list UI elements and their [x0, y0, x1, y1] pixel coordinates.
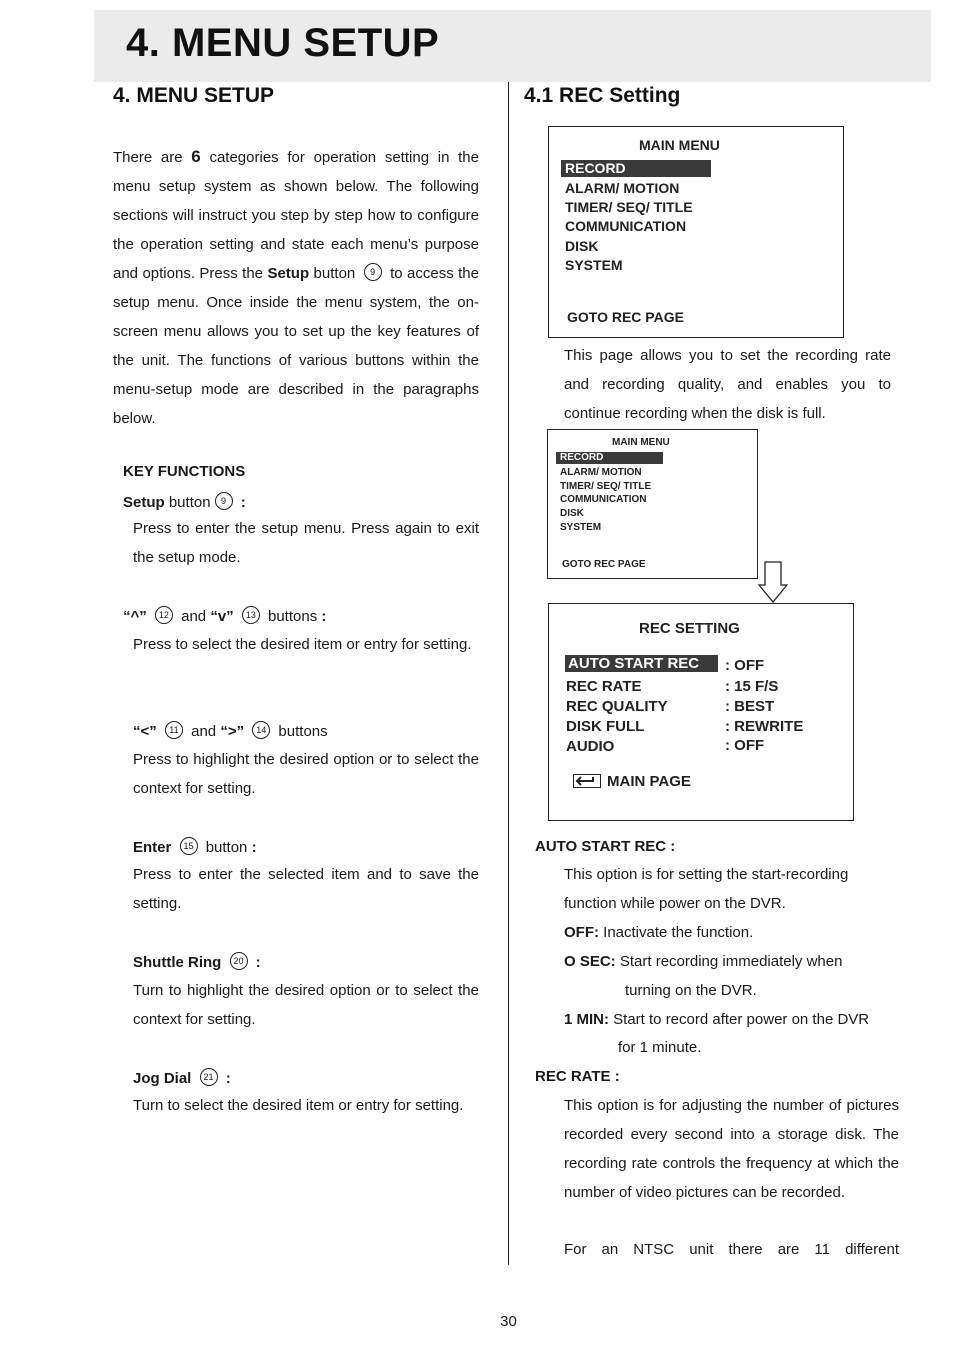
banner-title: 4. MENU SETUP [126, 21, 440, 65]
menu-item-communication: COMMUNICATION [565, 218, 687, 234]
auto-start-1min-line [564, 1005, 869, 1034]
enter-button-line [133, 837, 257, 856]
right-column [524, 84, 900, 108]
rec-row-auto-start-label: AUTO START REC [565, 655, 718, 672]
intro-text-1: There are [113, 149, 192, 166]
rec-row-disk-full-label: DISK FULL [566, 718, 645, 735]
key-functions-heading: KEY FUNCTIONS [123, 463, 246, 480]
auto-start-heading: AUTO START REC : [535, 838, 676, 855]
setup-description: Press to enter the setup menu. Press again to exit the setup mode. [133, 520, 479, 566]
rec-row-audio-value: : OFF [725, 737, 765, 754]
setup-word: Setup [267, 265, 310, 282]
disk-full-value: REWRITE [734, 718, 804, 735]
up-badge: 12 [155, 606, 173, 624]
setup-button-line [123, 492, 246, 511]
auto-start-osec-line-2: turning on the DVR. [625, 982, 757, 999]
auto-start-1min-line-2: for 1 minute. [618, 1039, 702, 1056]
enter-badge: 15 [180, 837, 198, 855]
setup-colon: : [240, 494, 246, 511]
down-badge: 13 [242, 606, 260, 624]
updown-word: buttons [268, 608, 318, 625]
menu-item-record: RECORD [561, 160, 711, 177]
intro-text-3: button [309, 265, 360, 282]
updown-buttons-line [123, 606, 326, 625]
enter-description: Press to enter the selected item and to save the setting. [133, 866, 479, 912]
shuttle-ring-line [133, 952, 261, 971]
rec-row-auto-start-value: : OFF [725, 657, 765, 674]
right-heading: 4.1 REC Setting [524, 84, 681, 107]
intro-paragraph [113, 142, 479, 433]
page-number: 30 [500, 1313, 517, 1330]
shuttle-colon: : [255, 954, 261, 971]
setup-word-label: button [164, 494, 211, 511]
up-name: “^” [123, 608, 147, 625]
right-name: “>” [220, 723, 245, 740]
setup-name: Setup [123, 494, 165, 511]
jog-description: Turn to select the desired item or entry for setting. [133, 1097, 464, 1114]
small-menu-item-communication: COMMUNICATION [560, 494, 647, 505]
rec-row-audio-label: AUDIO [566, 738, 615, 755]
rec-rate-heading: REC RATE : [535, 1068, 620, 1085]
rec-row-rate-value: : 15 F/S [725, 678, 779, 695]
enter-word: button [205, 839, 248, 856]
right-badge: 14 [252, 721, 270, 739]
leftright-description: Press to highlight the desired option or to select the context for setting. [133, 751, 479, 797]
osec-text: Start recording immediately when [615, 953, 843, 970]
auto-start-off-line [564, 918, 753, 947]
rec-setting-intro: This page allows you to set the recording rate and recording quality, and enables you to continue recording when the disk is full. [564, 347, 891, 422]
menu-item-alarm: ALARM/ MOTION [565, 180, 680, 196]
leftright-word: buttons [278, 723, 328, 740]
rec-row-quality-value: : BEST [725, 698, 775, 715]
updown-colon: : [321, 608, 327, 625]
auto-start-value: OFF [734, 657, 765, 674]
small-menu-item-alarm: ALARM/ MOTION [560, 467, 642, 478]
off-label: OFF: [564, 924, 599, 941]
left-name: “<” [133, 723, 157, 740]
menu-item-system: SYSTEM [565, 257, 623, 273]
down-name: “v” [210, 608, 234, 625]
enter-name: Enter [133, 839, 172, 856]
main-menu-screen [548, 126, 844, 338]
menu-item-disk: DISK [565, 238, 599, 254]
shuttle-description: Turn to highlight the desired option or to select the context for setting. [133, 982, 479, 1028]
main-menu-title: MAIN MENU [639, 137, 720, 153]
enter-colon: : [251, 839, 257, 856]
return-arrow-icon [573, 774, 601, 788]
rec-row-disk-full-value: : REWRITE [725, 718, 804, 735]
left-column [113, 84, 479, 1114]
shuttle-badge: 20 [230, 952, 248, 970]
leftright-buttons-line [133, 721, 328, 740]
small-menu-item-disk: DISK [560, 508, 584, 519]
down-arrow-icon [758, 561, 788, 603]
menu-item-timer: TIMER/ SEQ/ TITLE [565, 199, 693, 215]
intro-text-2: categories for operation setting in the menu setup system as shown below. The following sections will instruct you step by step how to configure the operation setting and state each menu’s purpose and options. Press the [113, 149, 479, 282]
rec-rate-description-2: For an NTSC unit there are 11 different [564, 1241, 899, 1258]
updown-and: and [181, 608, 207, 625]
auto-start-osec-line [564, 947, 842, 976]
left-badge: 11 [165, 721, 183, 739]
audio-value: OFF [734, 737, 765, 754]
main-menu-screen-small [547, 429, 758, 579]
osec-label: O SEC: [564, 953, 616, 970]
min-label: 1 MIN: [564, 1011, 609, 1028]
jog-dial-line [133, 1068, 231, 1087]
rec-rate-value: 15 F/S [734, 678, 779, 695]
main-page-label: MAIN PAGE [607, 773, 691, 790]
min-text: Start to record after power on the DVR [609, 1011, 870, 1028]
updown-description: Press to select the desired item or entry for setting. [133, 636, 472, 653]
leftright-and: and [191, 723, 217, 740]
small-menu-item-timer: TIMER/ SEQ/ TITLE [560, 481, 652, 492]
menu-footer-goto-rec: GOTO REC PAGE [567, 309, 684, 325]
small-menu-item-record: RECORD [556, 452, 663, 464]
left-heading: 4. MENU SETUP [113, 84, 275, 107]
jog-badge: 21 [200, 1068, 218, 1086]
column-divider [508, 82, 509, 1265]
rec-rate-description: This option is for adjusting the number of pictures recorded every second into a storage disk. The recording rate controls the frequency at which the number of video pictures can be recorded. [564, 1097, 899, 1201]
intro-text-4: to access the setup menu. Once inside the menu system, the on-screen menu allows you to set up the key features of the unit. The functions of various buttons within the menu-setup mode are described in the paragraphs below. [113, 265, 479, 427]
small-menu-title: MAIN MENU [612, 437, 670, 448]
rec-quality-value: BEST [734, 698, 775, 715]
setup-badge: 9 [215, 492, 233, 510]
rec-row-rate-label: REC RATE [566, 678, 642, 695]
rec-setting-screen [548, 603, 854, 821]
jog-name: Jog Dial [133, 1070, 192, 1087]
rec-setting-title: REC SETTING [639, 620, 740, 637]
rec-row-quality-label: REC QUALITY [566, 698, 668, 715]
page-banner [94, 10, 931, 82]
category-count: 6 [191, 147, 201, 166]
button-number-badge: 9 [364, 263, 382, 281]
auto-start-description: This option is for setting the start-recording function while power on the DVR. [564, 866, 849, 912]
jog-colon: : [225, 1070, 231, 1087]
shuttle-name: Shuttle Ring [133, 954, 222, 971]
small-menu-footer: GOTO REC PAGE [562, 559, 646, 570]
small-menu-item-system: SYSTEM [560, 522, 602, 533]
off-text: Inactivate the function. [599, 924, 754, 941]
